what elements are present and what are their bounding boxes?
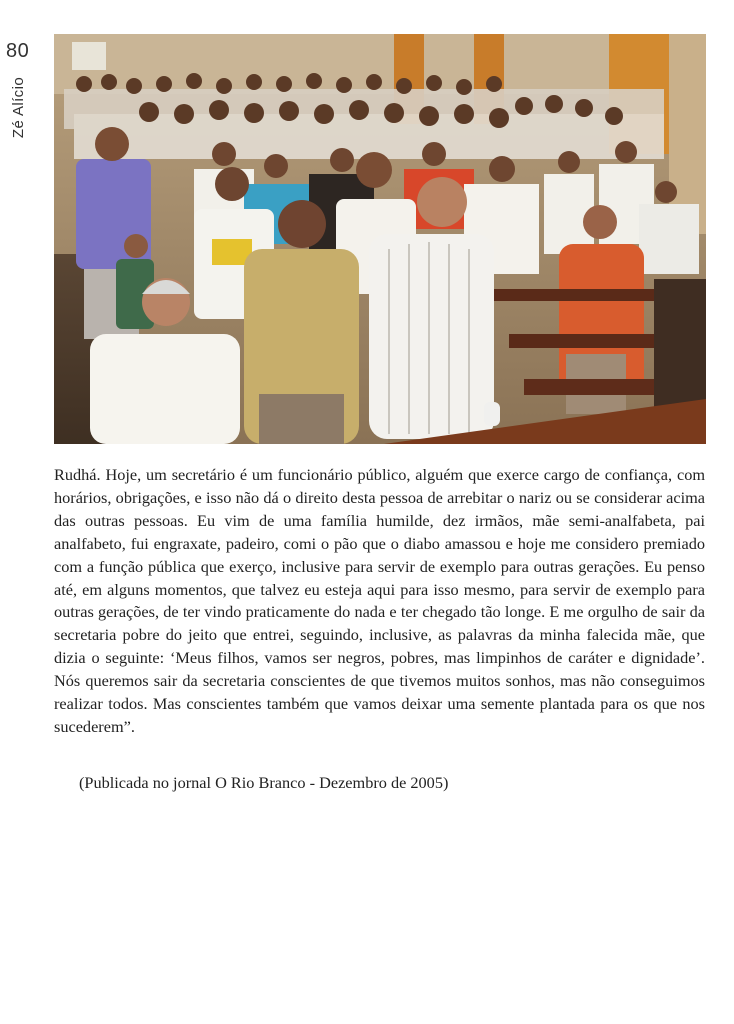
article-body: Rudhá. Hoje, um secretário é um funcionário público, alguém que exerce cargo de confiança, com horários, obrigações, e isso não dá o direito desta pessoa de arrebitar o nariz ou se considerar acima das outras pessoas. Eu vim de uma família humilde, dez irmãos, mãe semi-analfabeta, pai analfabeto, fui engraxate, padeiro, comi o pão que o diabo amassou e hoje me considero premiado com a função pública que exerço, inclusive para servir de exemplo para outras gerações. Eu penso até, em alguns momentos, que talvez eu esteja aqui para isso mesmo, para servir de exemplo para outras gerações, de ter vindo praticamente do nada e ter chegado tão longe. E me orgulho de sair da secretaria pobre do jeito que entrei, seguindo, inclusive, as palavras da minha falecida mãe, que dizia o seguinte: ‘Meus filhos, vamos ser negros, pobres, mas limpinhos de caráter e dignidade’. Nós queremos sair da secretaria conscientes de que tivemos muitos sonhos, mas não conseguimos realizar todos. Mas conscientes também que vamos deixar uma semente plantada para os que nos sucederem”. <box>54 465 705 736</box>
photo-illustration <box>54 34 706 444</box>
running-head <box>8 70 30 144</box>
running-head-label: Zé Alício <box>10 76 28 138</box>
source-note: (Publicada no jornal O Rio Branco - Dezembro de 2005) <box>79 773 449 792</box>
page-number: 80 <box>6 40 30 62</box>
photo <box>54 34 706 444</box>
